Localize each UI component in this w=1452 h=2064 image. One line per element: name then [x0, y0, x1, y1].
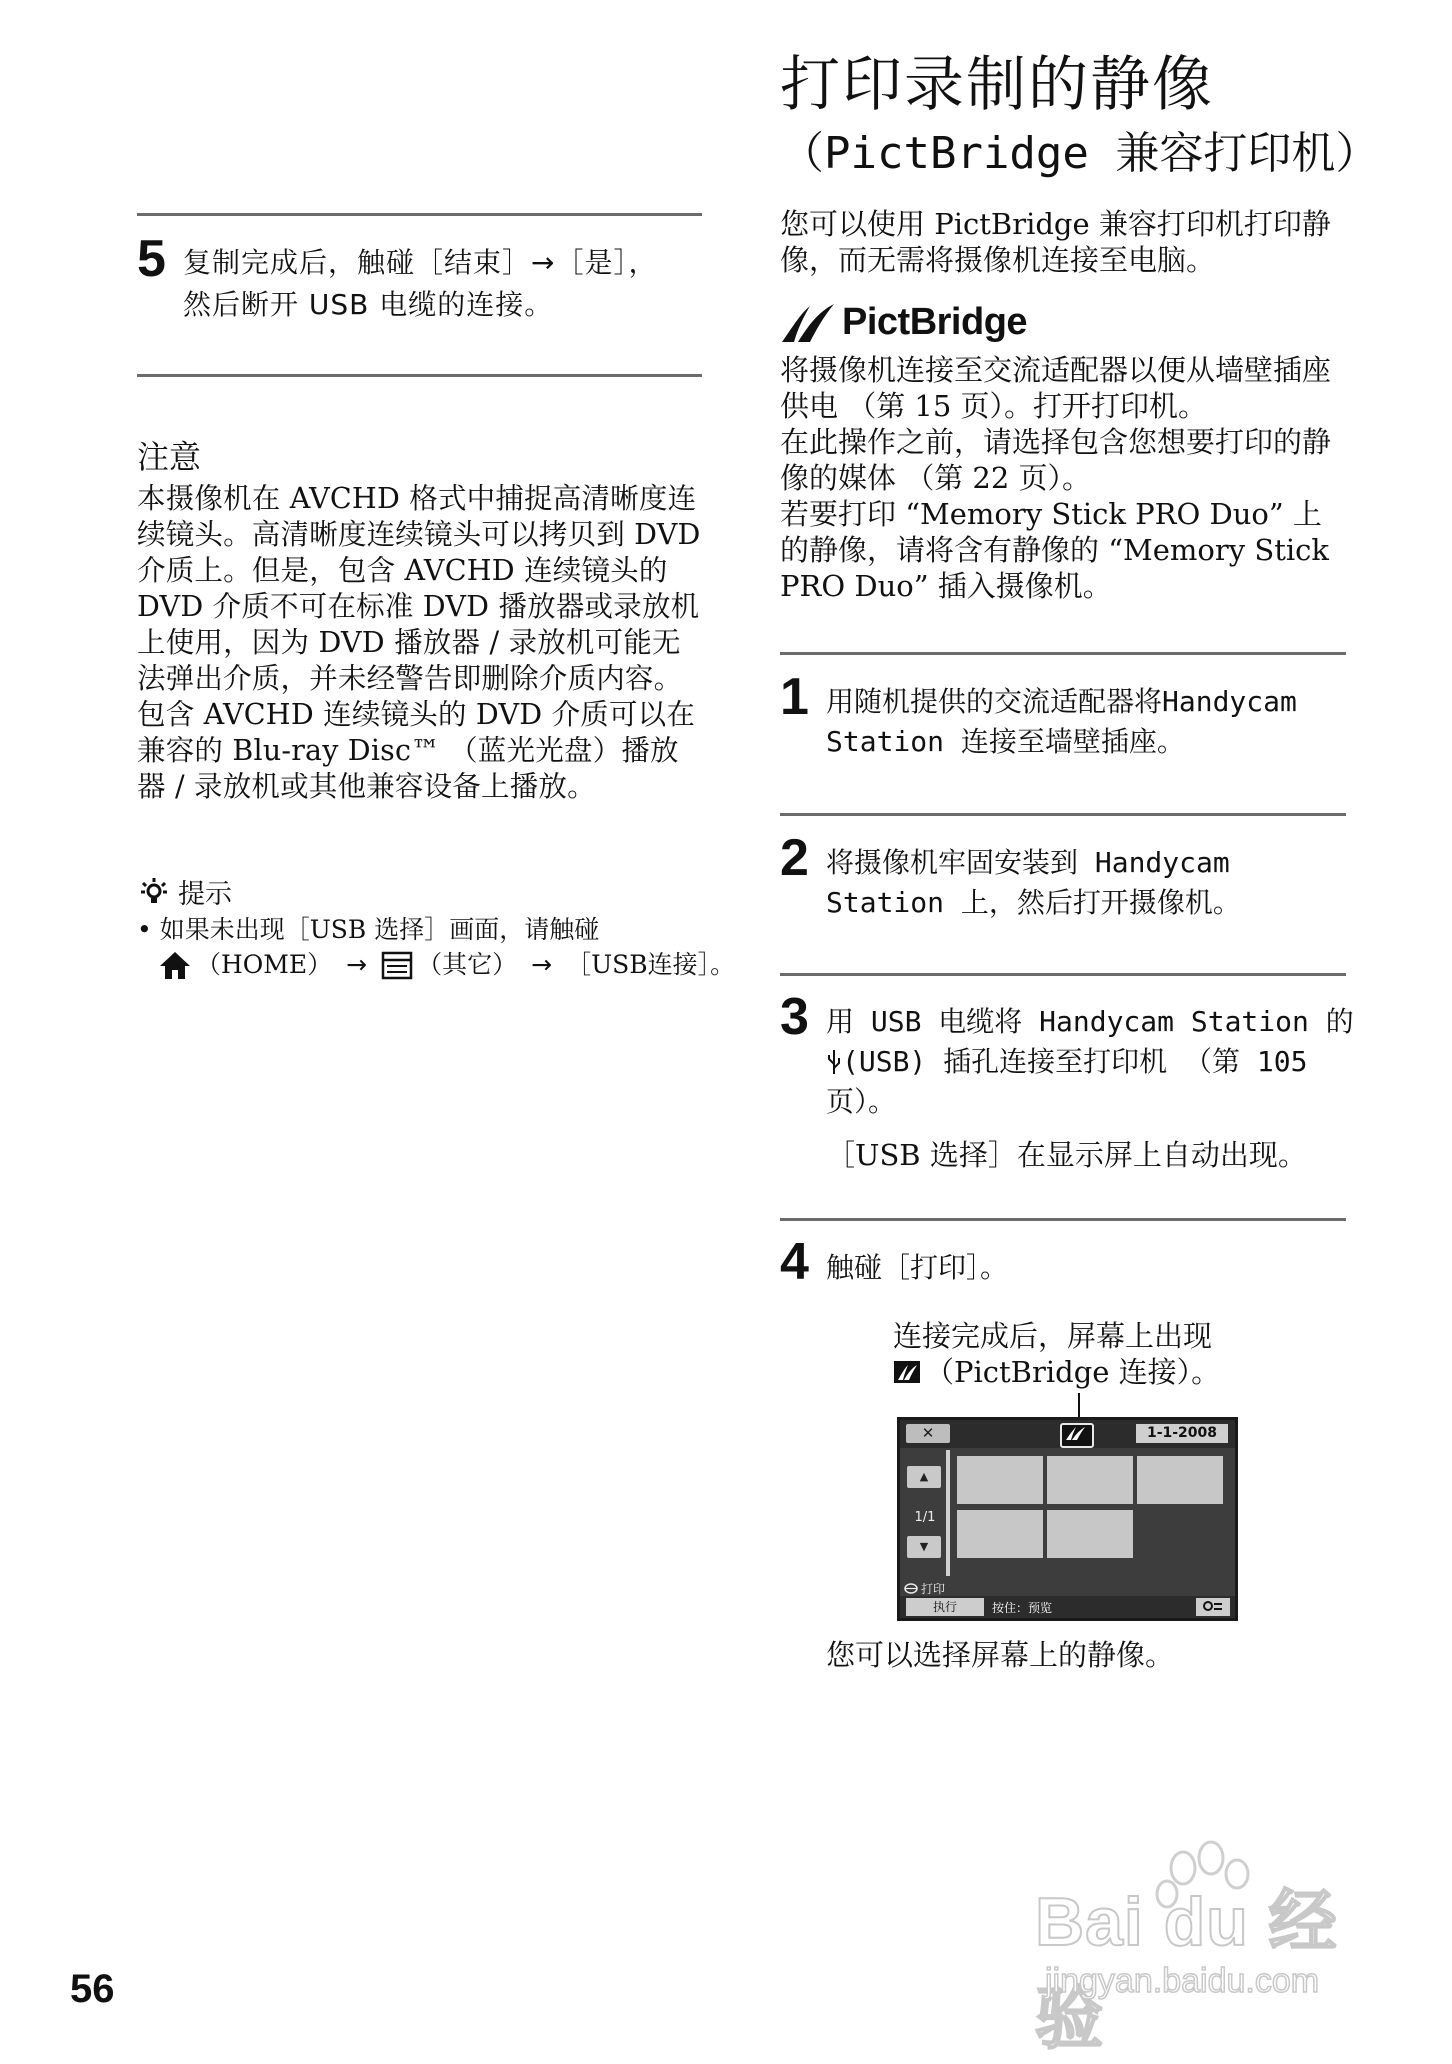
callout-line-2-row: [893, 1353, 1220, 1391]
watermark-url: jingyan.baidu.com: [1045, 1962, 1320, 2000]
rule-mid-left: [137, 374, 702, 377]
step-1-text: [826, 682, 1346, 762]
tip-arrow-2: →: [531, 950, 553, 979]
pictbridge-logo: [780, 300, 1027, 344]
intro-text: 您可以使用 PictBridge 兼容打印机打印静像，而无需将摄像机连接至电脑。: [780, 207, 1331, 277]
callout-line-2: （PictBridge 连接）。: [925, 1355, 1221, 1389]
step-1-number: 1: [780, 668, 809, 726]
pictbridge-logo-icon: [780, 300, 836, 344]
lcd-print-text: 打印: [921, 1582, 946, 1596]
rule-step-1: [780, 652, 1346, 655]
tip-line-1: • 如果未出现［USB 选择］画面，请触碰: [137, 915, 600, 944]
step-4-number: 4: [780, 1233, 809, 1291]
step-3-text: [826, 1002, 1354, 1122]
setup-instructions: [780, 352, 1346, 604]
lcd-exec-button[interactable]: 执行: [906, 1598, 984, 1616]
step-5-line2: 然后断开 USB 电缆的连接。: [183, 288, 554, 321]
note-body: 本摄像机在 AVCHD 格式中捕捉高清晰度连续镜头。高清晰度连续镜头可以拷贝到 DVD 介质上。但是，包含 AVCHD 连续镜头的 DVD 介质不可在标准 DVD 播放器或录放机上使用，因为 DVD 播放器 / 录放机可能无法弹出介质，并未经警告即删除介质内容。包含 AVCHD 连续镜头的 DVD 介质可以在兼容的 Blu-ray Disc™ （蓝光光盘）播放器 / 录放机或其他兼容设备上播放。: [137, 482, 701, 803]
pictbridge-connected-icon: [893, 1360, 921, 1384]
lcd-thumbnail-4[interactable]: [957, 1510, 1043, 1558]
page-title: 打印录制的静像: [780, 50, 1214, 120]
print-icon: [904, 1583, 918, 1594]
setup-paragraph-1: 将摄像机连接至交流适配器以便从墙壁插座供电 （第 15 页）。打开打印机。: [780, 353, 1332, 423]
page-number: 56: [70, 1967, 115, 2011]
watermark-main-text: Bai du 经验: [1035, 1884, 1338, 2057]
step-3-number: 3: [780, 988, 809, 1046]
lcd-hold-preview-hint: 按住：预览: [992, 1601, 1053, 1615]
callout-line-1: 连接完成后，屏幕上出现: [893, 1319, 1213, 1353]
lcd-page-indicator: 1/1: [914, 1510, 936, 1525]
other-menu-icon: [381, 950, 413, 980]
lcd-pictbridge-icon: [1060, 1423, 1094, 1448]
step-5-number: 5: [137, 230, 166, 288]
lightbulb-icon: [140, 877, 168, 907]
lcd-scroll-up-button[interactable]: ▲: [907, 1466, 941, 1488]
baidu-watermark: [1035, 1840, 1375, 2057]
tip-home-text: （HOME）: [196, 950, 333, 979]
note-title: 注意: [137, 438, 202, 476]
lcd-thumbnail-5[interactable]: [1047, 1510, 1133, 1558]
tip-heading: [140, 872, 232, 911]
page-subtitle: （PictBridge 兼容打印机）: [780, 128, 1380, 179]
step-1-line2: Station 连接至墙壁插座。: [826, 725, 1185, 758]
pictbridge-small-icon: [1062, 1425, 1088, 1442]
step-1-line1: 用随机提供的交流适配器将Handycam: [826, 685, 1297, 718]
lcd-scrollbar[interactable]: [946, 1450, 950, 1576]
step-5-text: [183, 242, 713, 326]
lcd-close-button[interactable]: ✕: [906, 1424, 950, 1443]
step-3-line3: 页）。: [826, 1085, 897, 1118]
step-2-line2: Station 上，然后打开摄像机。: [826, 886, 1241, 919]
lcd-date: 1-1-2008: [1136, 1424, 1228, 1443]
lcd-thumbnail-3[interactable]: [1137, 1456, 1223, 1504]
step-5-line1: 复制完成后，触碰［结束］→［是］，: [183, 246, 658, 279]
step-2-number: 2: [780, 829, 809, 887]
tip-arrow-1: →: [346, 950, 368, 979]
step-2-line1: 将摄像机牢固安装到 Handycam: [826, 846, 1230, 879]
step-3-note: ［USB 选择］在显示屏上自动出现。: [826, 1138, 1307, 1172]
rule-step-3: [780, 973, 1346, 976]
tip-label: 提示: [178, 879, 232, 910]
rule-step-2: [780, 813, 1346, 816]
tip-usb-text: ［USB连接］。: [566, 950, 736, 979]
lcd-screen: [897, 1417, 1238, 1621]
lcd-menu-button[interactable]: [1196, 1598, 1230, 1616]
setup-paragraph-2: 在此操作之前，请选择包含您想要打印的静像的媒体 （第 22 页）。: [780, 425, 1332, 495]
rule-step-4: [780, 1218, 1346, 1221]
lcd-bottom-bar: [900, 1596, 1235, 1618]
step-4-line1: 触碰［打印］。: [826, 1251, 1009, 1284]
tip-line-2: [158, 948, 735, 982]
outro-text: 您可以选择屏幕上的静像。: [826, 1638, 1175, 1672]
setup-paragraph-3: 若要打印 “Memory Stick PRO Duo” 上的静像，请将含有静像的 “Memory Stick PRO Duo” 插入摄像机。: [780, 497, 1329, 603]
step-4-text: [826, 1248, 1346, 1288]
tip-other-text: （其它）: [417, 950, 518, 979]
step-3-line2-row: [826, 1042, 1346, 1082]
step-3-line1: 用 USB 电缆将 Handycam Station 的: [826, 1005, 1354, 1038]
step-2-text: [826, 843, 1346, 923]
usb-icon: [826, 1048, 842, 1076]
lcd-scroll-down-button[interactable]: ▼: [907, 1536, 941, 1558]
lcd-print-label: [904, 1580, 945, 1597]
pictbridge-logo-text: PictBridge: [842, 300, 1028, 343]
lcd-thumbnail-2[interactable]: [1047, 1456, 1133, 1504]
option-icon: [1196, 1598, 1230, 1616]
step-3-line2: (USB) 插孔连接至打印机 （第 105: [842, 1045, 1308, 1078]
lcd-thumbnail-1[interactable]: [957, 1456, 1043, 1504]
rule-top-left: [137, 213, 702, 216]
home-icon: [158, 950, 192, 980]
